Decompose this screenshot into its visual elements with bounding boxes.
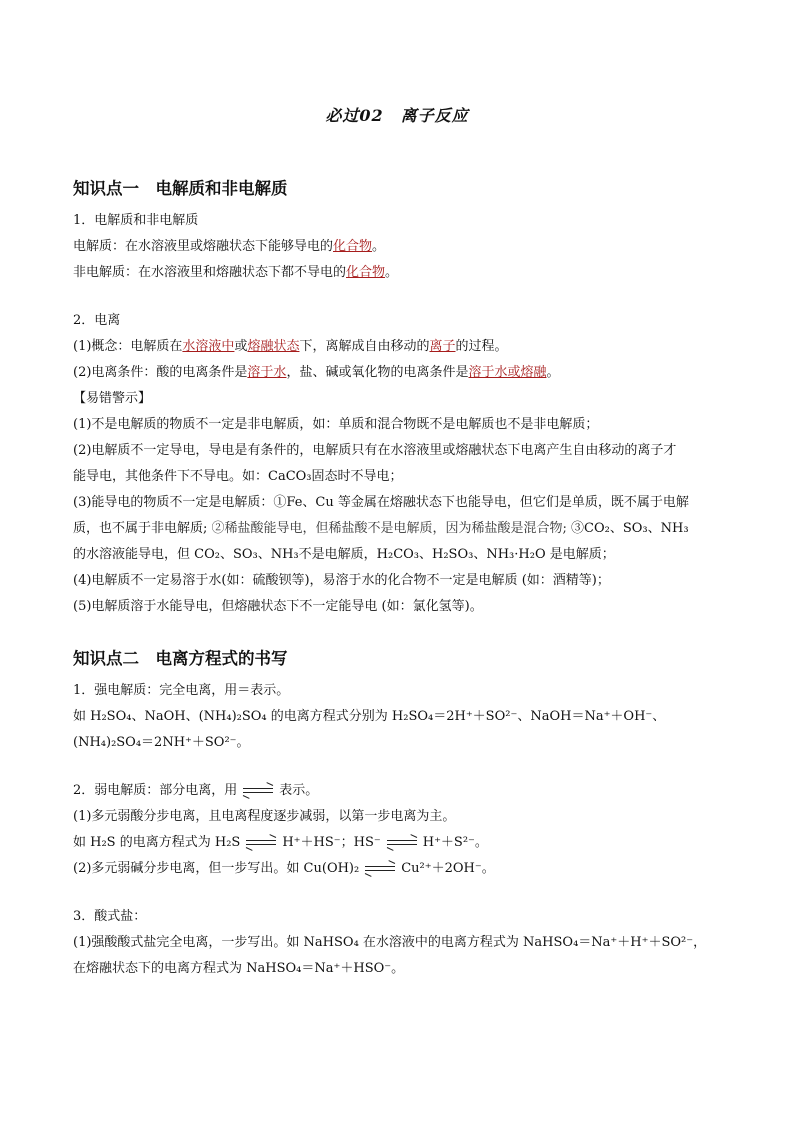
answer-blank: 熔融状态: [247, 339, 300, 354]
reversible-arrow-icon: [243, 788, 273, 794]
text-line: 非电解质：在水溶液里和熔融状态下都不导电的化合物。: [73, 265, 399, 280]
answer-blank: 溶于水或熔融: [468, 365, 547, 380]
text-line: (1)不是电解质的物质不一定是非电解质，如：单质和混合物既不是电解质也不是非电解质；: [73, 417, 599, 432]
text-line: 如 H₂SO₄、NaOH、(NH₄)₂SO₄ 的电离方程式分别为 H₂SO₄＝2H⁺＋SO²⁻、NaOH＝Na⁺＋OH⁻、: [73, 709, 666, 724]
text-line: 在熔融状态下的电离方程式为 NaHSO₄＝Na⁺＋HSO⁻。: [73, 961, 405, 976]
text-line: (4)电解质不一定易溶于水(如：硫酸钡等)，易溶于水的化合物不一定是电解质 (如：酒精等)；: [73, 573, 610, 588]
text-line: 电解质：在水溶液里或熔融状态下能够导电的化合物。: [73, 239, 386, 254]
reversible-arrow-icon: [387, 840, 417, 846]
answer-blank: 化合物: [346, 265, 386, 280]
answer-blank: 水溶液中: [182, 339, 235, 354]
document-body: [73, 170, 723, 982]
answer-blank: 离子: [429, 339, 456, 354]
text-line: (NH₄)₂SO₄＝2NH⁺＋SO²⁻。: [73, 735, 250, 750]
text-line: 1．电解质和非电解质: [73, 213, 199, 228]
reversible-arrow-icon: [246, 840, 276, 846]
text-line: 质，也不属于非电解质; ②稀盐酸能导电，但稀盐酸不是电解质，因为稀盐酸是混合物; ③CO₂、SO₃、NH₃: [73, 521, 689, 536]
text-line: (2)电离条件：酸的电离条件是溶于水，盐、碱或氧化物的电离条件是溶于水或熔融。: [73, 365, 560, 380]
text-line: (1)强酸酸式盐完全电离，一步写出。如 NaHSO₄ 在水溶液中的电离方程式为 NaHSO₄＝Na⁺＋H⁺＋SO²⁻，: [73, 935, 707, 950]
warning-heading: 【易错警示】: [73, 391, 152, 406]
text-line: (1)概念：电解质在水溶液中或熔融状态下，离解成自由移动的离子的过程。: [73, 339, 508, 354]
section-heading-1: 知识点一 电解质和非电解质: [73, 179, 288, 198]
text-line: 的水溶液能导电，但 CO₂、SO₃、NH₃不是电解质，H₂CO₃、H₂SO₃、NH₃·H₂O 是电解质；: [73, 547, 615, 562]
text-line: (3)能导电的物质不一定是电解质：①Fe、Cu 等金属在熔融状态下也能导电，但它们是单质，既不属于电解: [73, 495, 689, 510]
answer-blank: 化合物: [333, 239, 373, 254]
text-line: 能导电，其他条件下不导电。如：CaCO₃固态时不导电；: [73, 469, 403, 484]
page-title: 必过02 离子反应: [325, 106, 469, 125]
section-heading-2: 知识点二 电离方程式的书写: [73, 649, 288, 668]
text-line: 2．电离: [73, 313, 121, 328]
text-line: 2．弱电解质：部分电离，用 表示。: [73, 783, 319, 798]
text-line: 3．酸式盐：: [73, 909, 147, 924]
text-line: 1．强电解质：完全电离，用＝表示。: [73, 683, 290, 698]
text-line: (2)多元弱碱分步电离，但一步写出。如 Cu(OH)₂ Cu²⁺＋2OH⁻。: [73, 861, 495, 876]
text-line: 如 H₂S 的电离方程式为 H₂S H⁺＋HS⁻；HS⁻ H⁺＋S²⁻。: [73, 835, 488, 850]
reversible-arrow-icon: [365, 866, 395, 872]
text-line: (5)电解质溶于水能导电，但熔融状态下不一定能导电 (如：氯化氢等)。: [73, 599, 483, 614]
text-line: (2)电解质不一定导电，导电是有条件的，电解质只有在水溶液里或熔融状态下电离产生自由移动的离子才: [73, 443, 677, 458]
answer-blank: 溶于水: [247, 365, 287, 380]
text-line: (1)多元弱酸分步电离，且电离程度逐步减弱，以第一步电离为主。: [73, 809, 456, 824]
